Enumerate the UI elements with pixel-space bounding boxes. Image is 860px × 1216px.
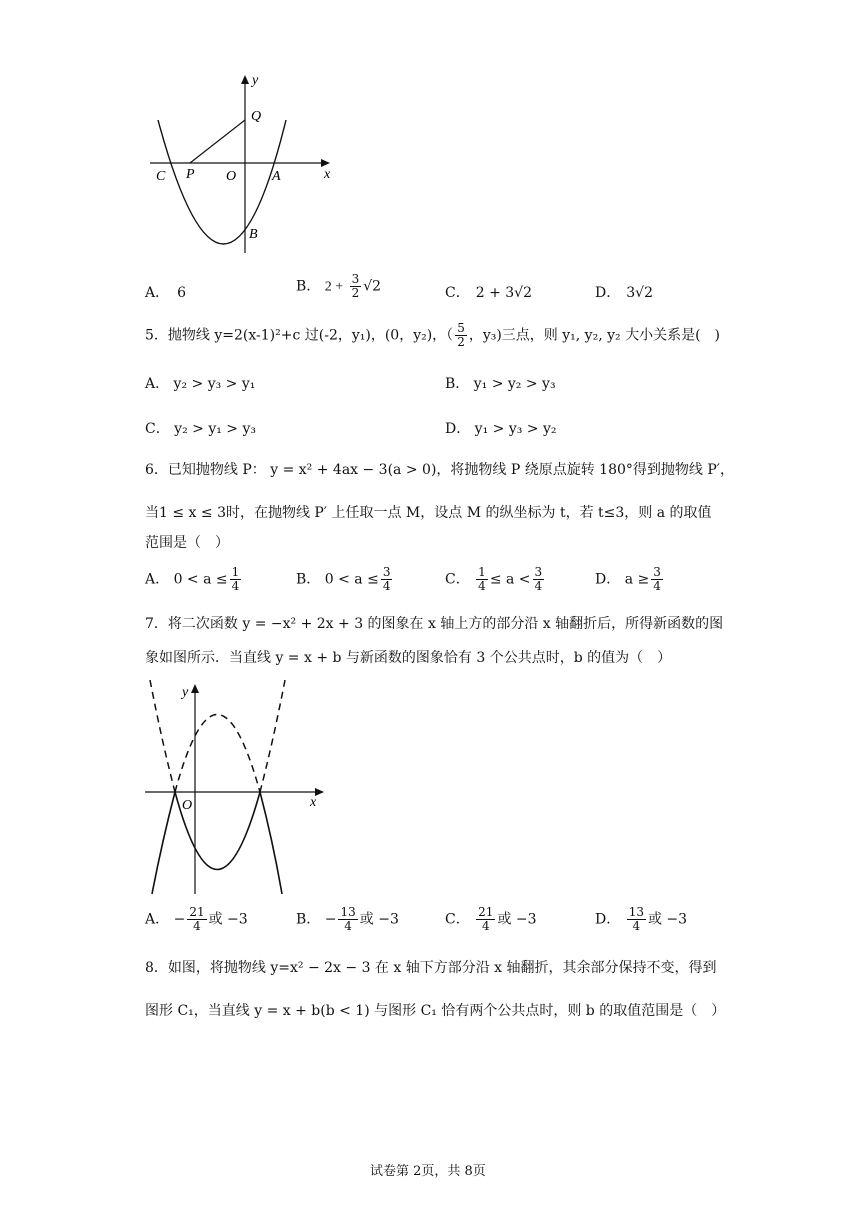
q5-option-d[interactable]: D． y₁ > y₃ > y₂ (445, 421, 557, 437)
axis-x-label: x (324, 167, 331, 182)
fraction: $\frac{3}{4}$ (534, 565, 543, 593)
fraction: $\frac{13}{4}$ (340, 905, 356, 933)
q5-option-c[interactable]: C． y₂ > y₁ > y₃ (145, 421, 256, 437)
origin-label: O (182, 798, 193, 813)
question-6-line-3: 范围是（ ） (145, 535, 229, 551)
fraction: $\frac{1}{4}$ (231, 565, 240, 593)
q6-option-a[interactable]: A． 0 < a ≤ $\frac{1}{4}$ (145, 565, 240, 593)
question-5-stem: 5．抛物线 y=2(x-1)²+c 过(-2，y₁)，(0，y₂)，（ $\frac{5}{2}$ ，y₃)三点，则 y₁, y₂, y₂ 大小关系是( ) (145, 321, 721, 349)
fraction: $\frac{21}{4}$ (478, 905, 494, 933)
fraction: $\frac{3}{4}$ (382, 565, 391, 593)
q5-option-b[interactable]: B． y₁ > y₂ > y₃ (445, 376, 556, 392)
fraction: $\frac{3}{4}$ (653, 565, 661, 593)
question-7-line-1: 7．将二次函数 y = −x² + 2x + 3 的图象在 x 轴上方的部分沿 x 轴翻折后，所得新函数的图 (145, 616, 724, 632)
q5-option-a[interactable]: A． y₂ > y₃ > y₁ (145, 376, 256, 392)
fraction: $\frac{13}{4}$ (628, 905, 644, 933)
q6-option-c[interactable]: C． $\frac{1}{4}$ ≤ a < $\frac{3}{4}$ (445, 565, 543, 593)
point-c-label: C (156, 169, 166, 184)
q4-option-d[interactable]: D． 3√2 (595, 285, 653, 301)
question-7-line-2: 象如图所示．当直线 y = x + b 与新函数的图象恰有 3 个公共点时，b 的值为（ ） (145, 650, 672, 666)
axis-y-label: y (252, 73, 259, 88)
q4-option-b[interactable]: B． 2 + $\frac{3}{2}$ √2 (296, 272, 382, 300)
q7-option-a[interactable]: A． − $\frac{21}{4}$ 或 −3 (145, 905, 248, 933)
q6-option-b[interactable]: B． 0 < a ≤ $\frac{3}{4}$ (296, 565, 391, 593)
fraction: $\frac{1}{4}$ (478, 565, 486, 593)
axis-x-label: x (310, 795, 317, 810)
figure-parabola-cpqab (140, 68, 340, 258)
axis-y-label: y (182, 685, 189, 700)
fraction: $\frac{5}{2}$ (457, 321, 465, 349)
question-8-line-1: 8．如图，将抛物线 y=x² − 2x − 3 在 x 轴下方部分沿 x 轴翻折，其余部分保持不变，得到 (145, 960, 717, 976)
origin-label: O (226, 169, 237, 184)
q4-option-a[interactable]: A． 6 (145, 285, 187, 301)
fraction: $\frac{3}{2}$ (351, 272, 360, 300)
q4-option-c[interactable]: C． 2 + 3√2 (445, 285, 532, 301)
q7-option-c[interactable]: C． $\frac{21}{4}$ 或 −3 (445, 905, 537, 933)
point-a-label: A (272, 169, 281, 184)
q7-option-d[interactable]: D． $\frac{13}{4}$ 或 −3 (595, 905, 688, 933)
q7-option-b[interactable]: B． − $\frac{13}{4}$ 或 −3 (296, 905, 399, 933)
point-p-label: P (186, 167, 195, 182)
fraction: $\frac{21}{4}$ (189, 905, 205, 933)
point-b-label: B (249, 227, 258, 242)
question-6-line-2: 当1 ≤ x ≤ 3时，在抛物线 P′ 上任取一点 M，设点 M 的纵坐标为 t，若 t≤3，则 a 的取值 (145, 505, 712, 521)
q6-option-d[interactable]: D． a ≥ $\frac{3}{4}$ (595, 565, 661, 593)
question-8-line-2: 图形 C₁，当直线 y = x + b(b < 1) 与图形 C₁ 恰有两个公共点时，则 b 的取值范围是（ ） (145, 1003, 726, 1019)
question-6-line-1: 6．已知抛物线 P： y = x² + 4ax − 3(a > 0)，将抛物线 P 绕原点旋转 180°得到抛物线 P′， (145, 462, 734, 478)
page-footer: 试卷第 2页，共 8页 (370, 1164, 486, 1179)
figure-folded-parabola (140, 672, 340, 897)
point-q-label: Q (251, 109, 262, 124)
